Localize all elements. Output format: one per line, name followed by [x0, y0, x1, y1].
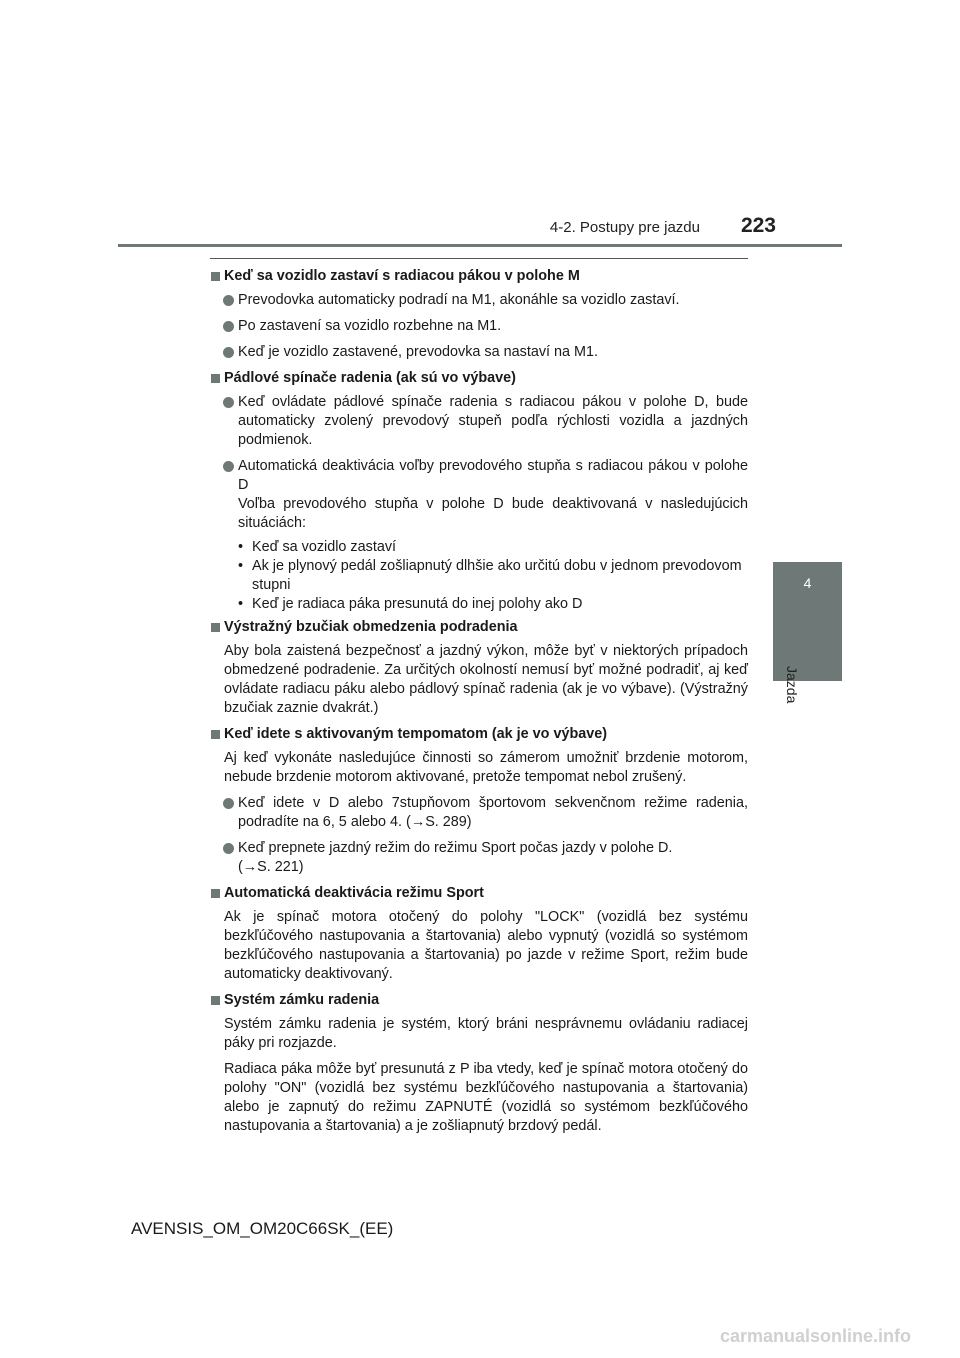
chapter-label-text: Jazda	[784, 666, 800, 704]
square-bullet-icon	[211, 374, 220, 383]
bullet-item: Keď prepnete jazdný režim do režimu Sport počas jazdy v polohe D. (→S. 221)	[210, 839, 748, 877]
header-rule	[118, 244, 842, 247]
sub-list-item: • Keď je radiaca páka presunutá do inej polohy ako D	[238, 596, 583, 612]
square-bullet-icon	[211, 730, 220, 739]
section-sport-mode-deactivation	[210, 884, 748, 984]
square-bullet-icon	[211, 889, 220, 898]
content-top-rule	[210, 258, 748, 259]
section-heading: Keď sa vozidlo zastaví s radiacou pákou v polohe M	[210, 267, 748, 286]
sub-list	[210, 538, 748, 614]
section-cruise-control	[210, 725, 748, 877]
section-heading: Keď idete s aktivovaným tempomatom (ak je vo výbave)	[210, 725, 748, 744]
round-bullet-icon	[223, 798, 234, 809]
header-section-title: 4-2. Postupy pre jazdu	[549, 219, 700, 236]
watermark: carmanualsonline.info	[720, 1326, 912, 1346]
square-bullet-icon	[211, 996, 220, 1005]
bullet-item: Automatická deaktivácia voľby prevodového stupňa s radiacou pákou v polohe D Voľba prevodového stupňa v polohe D bude deaktivovaná v nasledujúcich situáciách:	[210, 457, 748, 533]
round-bullet-icon	[223, 347, 234, 358]
round-bullet-icon	[223, 843, 234, 854]
page-number: 223	[740, 214, 776, 237]
round-bullet-icon	[223, 461, 234, 472]
section-heading: Automatická deaktivácia režimu Sport	[210, 884, 748, 903]
paragraph: Radiaca páka môže byť presunutá z P iba vtedy, keď je spínač motora otočený do polohy "ON" (vozidlá bez systému bezkľúčového nastupovania a štartovania) alebo je zapnutý do režimu ZAPNUTÉ (vozidlá so systémom bezkľúčového nastupovania a štartovania) a je zošliapnutý brzdový pedál.	[224, 1061, 748, 1134]
section-paddle-shifters	[210, 369, 748, 614]
page-content	[210, 258, 748, 1143]
paragraph: Aby bola zaistená bezpečnosť a jazdný výkon, môže byť v niektorých prípadoch obmedzené podradenie. Za určitých okolností nemusí byť možné podradiť, aj keď ovládate radiacu páku alebo pádlový spínač radenia (ak je vo výbave). (Výstražný bzučiak zaznie dvakrát.)	[224, 643, 748, 716]
section-downshift-buzzer	[210, 618, 748, 718]
round-bullet-icon	[223, 321, 234, 332]
section-heading: Výstražný bzučiak obmedzenia podradenia	[210, 618, 748, 637]
sub-list-item: • Keď sa vozidlo zastaví	[238, 539, 397, 555]
section-heading: Systém zámku radenia	[210, 991, 748, 1010]
paragraph: Aj keď vykonáte nasledujúce činnosti so zámerom umožniť brzdenie motorom, nebude brzdenie motorom aktivované, pretože tempomat nebol zrušený.	[224, 750, 748, 785]
bullet-item: Prevodovka automaticky podradí na M1, akonáhle sa vozidlo zastaví.	[210, 291, 748, 310]
bullet-item: Po zastavení sa vozidlo rozbehne na M1.	[210, 317, 748, 336]
sub-list-item: • Ak je plynový pedál zošliapnutý dlhšie ako určitú dobu v jednom prevodovom stupni	[238, 558, 742, 593]
round-bullet-icon	[223, 397, 234, 408]
square-bullet-icon	[211, 623, 220, 632]
chapter-label	[784, 628, 819, 704]
document-code: AVENSIS_OM_OM20C66SK_(EE)	[131, 1219, 394, 1238]
bullet-item: Keď ovládate pádlové spínače radenia s radiacou pákou v polohe D, bude automaticky zvolený prevodový stupeň podľa rýchlosti vozidla a jazdných podmienok.	[210, 393, 748, 450]
paragraph: Ak je spínač motora otočený do polohy "LOCK" (vozidlá bez systému bezkľúčového nastupovania a štartovania) alebo vypnutý (vozidlá so systémom bezkľúčového nastupovania a štartovania) po jazde v režime Sport, režim bude automaticky deaktivovaný.	[224, 909, 748, 982]
round-bullet-icon	[223, 295, 234, 306]
section-stop-in-m	[210, 267, 748, 362]
section-shift-lock	[210, 991, 748, 1136]
chapter-tab-number: 4	[803, 575, 812, 591]
bullet-item: Keď je vozidlo zastavené, prevodovka sa nastaví na M1.	[210, 343, 748, 362]
square-bullet-icon	[211, 272, 220, 281]
paragraph: Systém zámku radenia je systém, ktorý bráni nesprávnemu ovládaniu radiacej páky pri rozjazde.	[224, 1016, 748, 1051]
bullet-item: Keď idete v D alebo 7stupňovom športovom sekvenčnom režime radenia, podradíte na 6, 5 alebo 4. (→S. 289)	[210, 794, 748, 832]
section-heading: Pádlové spínače radenia (ak sú vo výbave)	[210, 369, 748, 388]
